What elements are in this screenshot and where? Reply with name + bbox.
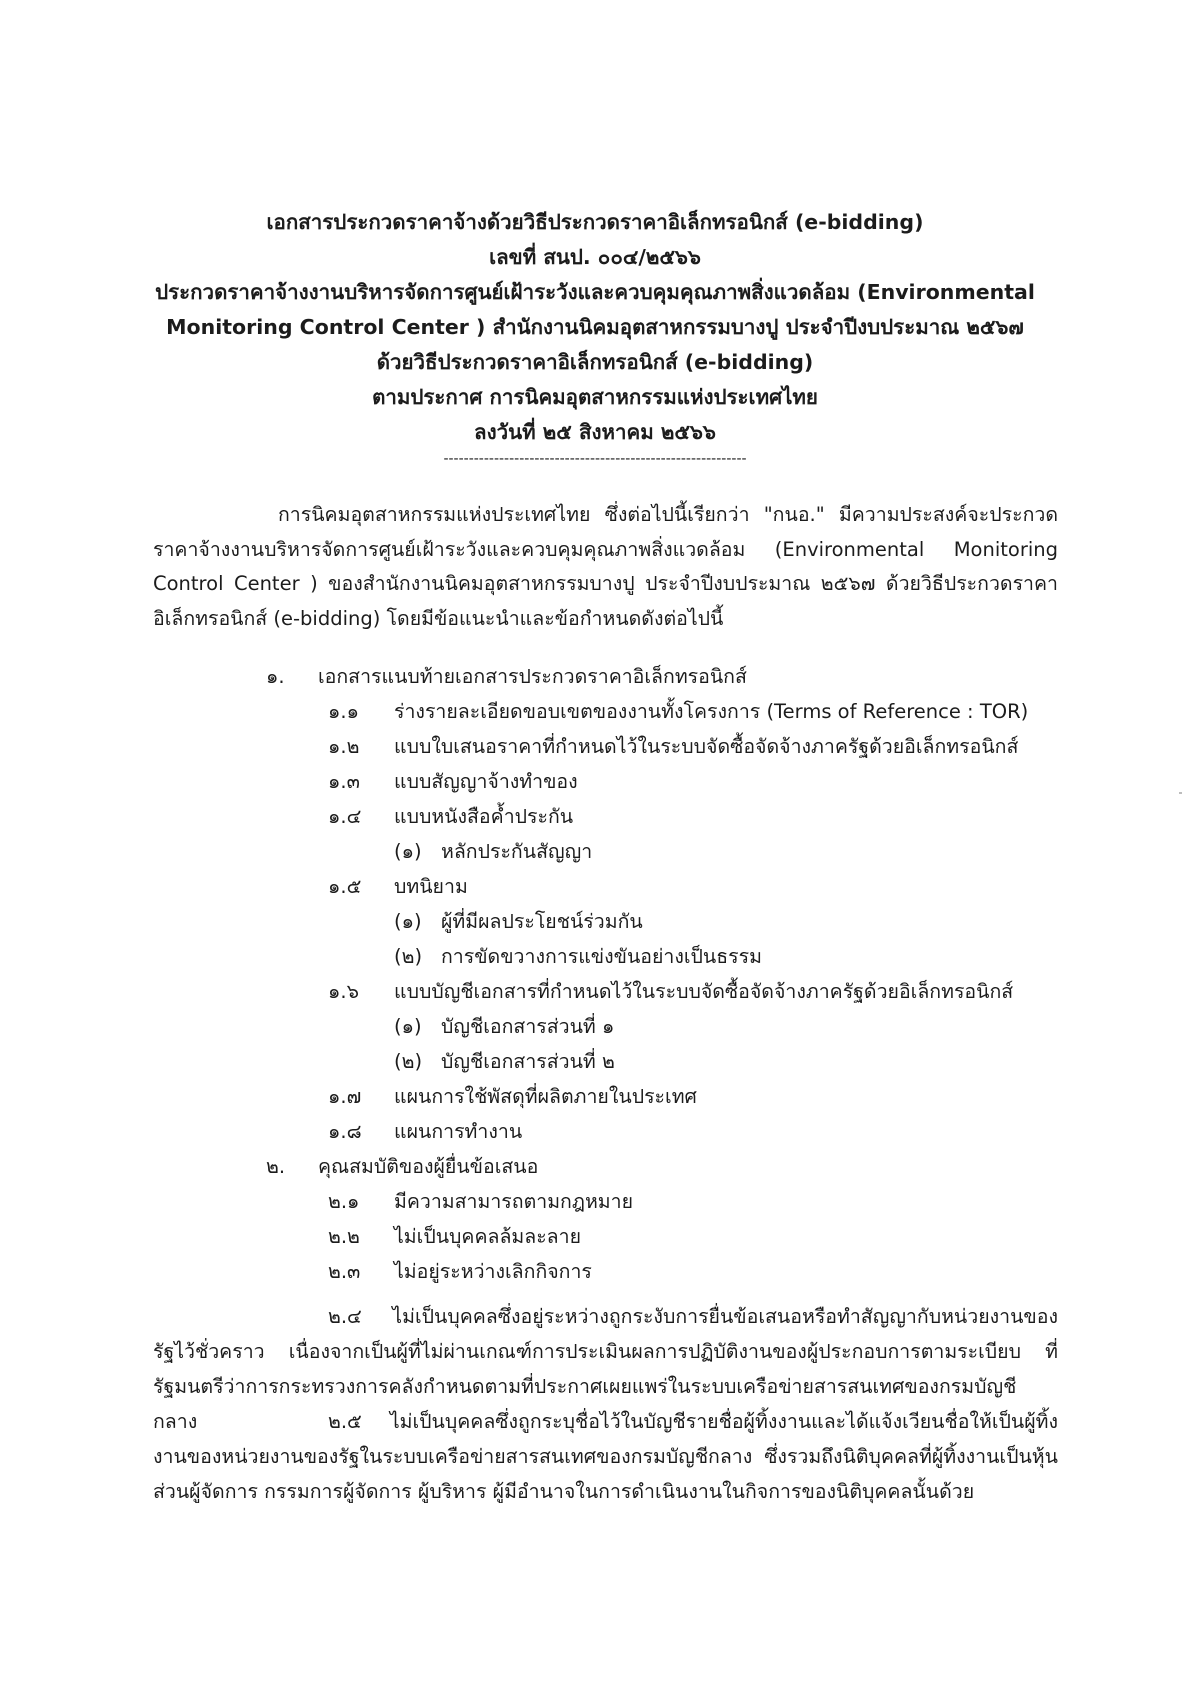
list-item: [0, 729, 1190, 764]
sub-list-item: [0, 939, 1190, 974]
section-title: คุณสมบัติของผู้ยื่นข้อเสนอ: [318, 1155, 539, 1178]
sub-item-number: (๑): [394, 1015, 422, 1038]
sub-item-text: บัญชีเอกสารส่วนที่ ๑: [441, 1015, 615, 1038]
list-item: [0, 869, 1190, 904]
header-date: ลงวันที่ ๒๕ สิงหาคม ๒๕๖๖: [474, 420, 716, 444]
item-text: แบบสัญญาจ้างทำของ: [394, 770, 578, 793]
sub-item-text: ผู้ที่มีผลประโยชน์ร่วมกัน: [441, 910, 643, 933]
item-number: ๒.๕: [328, 1410, 362, 1433]
list-item: [0, 1219, 1190, 1254]
item-list: [0, 659, 1190, 1289]
sub-item-text: การขัดขวางการแข่งขันอย่างเป็นธรรม: [441, 945, 762, 968]
intro-text: การนิคมอุตสาหกรรมแห่งประเทศไทย ซึ่งต่อไปนี้เรียกว่า "กนอ." มีความประสงค์จะประกวดราคาจ้างงานบริหารจัดการศูนย์เฝ้าระวังและควบคุมคุณภาพสิ่งแวดล้อม (Environmental Monitoring Control Center ) ของสำนักงานนิคมอุตสาหกรรมบางปู ประจำปีงบประมาณ ๒๕๖๗ ด้วยวิธีประกวดราคาอิเล็กทรอนิกส์ (e-bidding) โดยมีข้อแนะนำและข้อกำหนดดังต่อไปนี้: [153, 503, 1058, 630]
item-text: มีความสามารถตามกฎหมาย: [394, 1190, 634, 1213]
item-number: ๑.๔: [328, 805, 362, 828]
scan-mark: [1179, 792, 1182, 794]
header-title: เอกสารประกวดราคาจ้างด้วยวิธีประกวดราคาอิเล็กทรอนิกส์ (e-bidding): [266, 210, 924, 234]
item-text: ไม่เป็นบุคคลซึ่งอยู่ระหว่างถูกระงับการยื่นข้อเสนอหรือทำสัญญากับหน่วยงานของรัฐไว้ชั่วคราว เนื่องจากเป็นผู้ที่ไม่ผ่านเกณฑ์การประเมินผลการปฏิบัติงานของผู้ประกอบการตามระเบียบ ที่รัฐมนตรีว่าการกระทรวงการคลังกำหนดตามที่ประกาศเผยแพร่ในระบบเครือข่ายสารสนเทศของกรมบัญชีกลาง: [153, 1305, 1058, 1433]
sub-item-text: หลักประกันสัญญา: [441, 840, 593, 863]
section-title: เอกสารแนบท้ายเอกสารประกวดราคาอิเล็กทรอนิกส์: [318, 665, 747, 688]
item-number: ๑.๕: [328, 875, 362, 898]
document-header: [150, 205, 1040, 470]
list-item: [0, 764, 1190, 799]
item-number: ๒.๓: [328, 1260, 361, 1283]
section-number: ๒.: [266, 1155, 286, 1178]
header-doc-number: เลขที่ สนป. ๐๐๔/๒๕๖๖: [489, 245, 701, 269]
list-item: [0, 1254, 1190, 1289]
item-text: แบบหนังสือค้ำประกัน: [394, 805, 574, 828]
section-1-heading: [0, 659, 1190, 694]
sub-list-item: [0, 1044, 1190, 1079]
item-number: ๑.๖: [328, 980, 359, 1003]
item-number: ๑.๗: [328, 1085, 362, 1108]
list-item: [0, 694, 1190, 729]
item-text: บทนิยาม: [394, 875, 468, 898]
sub-item-text: บัญชีเอกสารส่วนที่ ๒: [441, 1050, 615, 1073]
item-text: ร่างรายละเอียดขอบเขตของงานทั้งโครงการ (Terms of Reference : TOR): [394, 700, 1029, 723]
list-item: [0, 1184, 1190, 1219]
item-number: ๑.๒: [328, 735, 360, 758]
header-subject-line-2: Monitoring Control Center ) สำนักงานนิคมอุตสาหกรรมบางปู ประจำปีงบประมาณ ๒๕๖๗: [166, 315, 1024, 339]
item-number: ๒.๑: [328, 1190, 360, 1213]
list-item: [0, 1114, 1190, 1149]
list-item: [0, 1079, 1190, 1114]
list-item: [0, 799, 1190, 834]
sub-list-item: [0, 834, 1190, 869]
header-method: ด้วยวิธีประกวดราคาอิเล็กทรอนิกส์ (e-bidding): [376, 350, 814, 374]
item-text: ไม่เป็นบุคคลซึ่งถูกระบุชื่อไว้ในบัญชีรายชื่อผู้ทิ้งงานและได้แจ้งเวียนชื่อให้เป็นผู้ทิ้งงานของหน่วยงานของรัฐในระบบเครือข่ายสารสนเทศของกรมบัญชีกลาง ซึ่งรวมถึงนิติบุคคลที่ผู้ทิ้งงานเป็นหุ้นส่วนผู้จัดการ กรรมการผู้จัดการ ผู้บริหาร ผู้มีอำนาจในการดำเนินงานในกิจการของนิติบุคคลนั้นด้วย: [153, 1410, 1058, 1503]
header-separator: ------------------------------------------------------------: [443, 451, 747, 467]
sub-list-item: [0, 904, 1190, 939]
item-2-5-paragraph: [153, 1404, 1058, 1509]
header-announcement: ตามประกาศ การนิคมอุตสาหกรรมแห่งประเทศไทย: [372, 385, 818, 409]
sub-item-number: (๒): [394, 945, 423, 968]
item-number: ๒.๒: [328, 1225, 360, 1248]
item-text: แบบบัญชีเอกสารที่กำหนดไว้ในระบบจัดซื้อจัดจ้างภาครัฐด้วยอิเล็กทรอนิกส์: [394, 980, 1014, 1003]
header-subject-line-1: ประกวดราคาจ้างงานบริหารจัดการศูนย์เฝ้าระวังและควบคุมคุณภาพสิ่งแวดล้อม (Environmental: [155, 280, 1035, 304]
item-number: ๑.๘: [328, 1120, 362, 1143]
item-text: แผนการใช้พัสดุที่ผลิตภายในประเทศ: [394, 1085, 697, 1108]
item-number: ๑.๑: [328, 700, 359, 723]
section-2-heading: [0, 1149, 1190, 1184]
intro-paragraph: [153, 498, 1058, 636]
item-number: ๑.๓: [328, 770, 360, 793]
item-text: ไม่เป็นบุคคลล้มละลาย: [394, 1225, 582, 1248]
section-number: ๑.: [266, 665, 285, 688]
item-text: แบบใบเสนอราคาที่กำหนดไว้ในระบบจัดซื้อจัดจ้างภาครัฐด้วยอิเล็กทรอนิกส์: [394, 735, 1019, 758]
sub-list-item: [0, 1009, 1190, 1044]
list-item: [0, 974, 1190, 1009]
sub-item-number: (๑): [394, 910, 422, 933]
item-text: แผนการทำงาน: [394, 1120, 523, 1143]
item-number: ๒.๔: [328, 1305, 362, 1328]
sub-item-number: (๒): [394, 1050, 423, 1073]
item-text: ไม่อยู่ระหว่างเลิกกิจการ: [394, 1260, 592, 1283]
sub-item-number: (๑): [394, 840, 422, 863]
